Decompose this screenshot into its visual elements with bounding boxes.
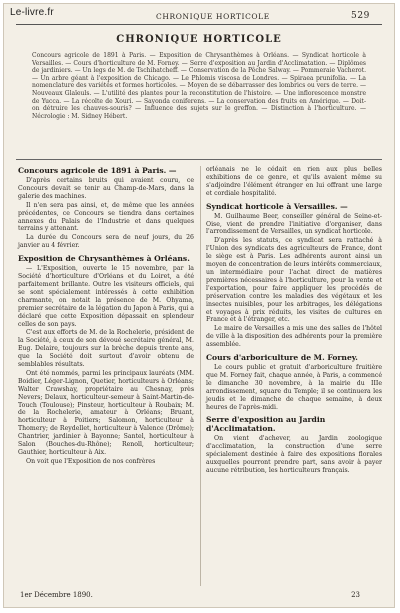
- running-title: CHRONIQUE HORTICOLE: [156, 12, 270, 21]
- section-heading: Syndicat horticole à Versailles. —: [206, 201, 348, 211]
- article-paragraph: C'est aux efforts de M. de la Rochelerie, président de la Société, à ceux de son dévoué secrétaire général, M. Eug. Delaire, toujours sur la brèche depuis trente ans, que la Société doit surtout d'avoir obtenu de semblables résultats.: [18, 329, 194, 369]
- page-number: 529: [351, 11, 370, 21]
- column-divider: [200, 166, 201, 586]
- article-paragraph: Le maire de Versailles a mis une des salles de l'hôtel de ville à la disposition des adhérents pour la première assemblée.: [206, 325, 382, 349]
- magazine-page: [3, 3, 395, 608]
- article-paragraph: D'après les statuts, ce syndicat sera rattaché à l'Union des syndicats des agriculteurs de France, dont le siège est à Paris. Les adhérents auront ainsi un moyen de concentration de leurs intérêts commerciaux, un intermédiaire pour l'achat direct de matières premières nécessaires à l'horticulture, pour la vente et l'exportation, pour faire appliquer les procédés de préservation contre les maladies des végétaux et les insectes nuisibles, pour les arbitrages, les délégations et voyages à prix réduits, les visites de cultures en France et à l'étranger, etc.: [206, 237, 382, 324]
- article-paragraph: Le cours public et gratuit d'arboriculture fruitière que M. Forney fait, chaque année, à Paris, a commencé le dimanche 30 novembre, à la mairie du IIIe arrondissement, square du Temple; il se continuera les jeudis et le dimanche de chaque semaine, à deux heures de l'après-midi.: [206, 364, 382, 411]
- summary-paragraph: Concours agricole de 1891 à Paris. — Exposition de Chrysanthèmes à Orléans. — Syndicat horticole à Versailles. — Cours d'horticulture de M. Forney. — Serre d'exposition au Jardin d'Acclimatation. — Diplômes de jardiniers. — Un legs de M. de Tschihatcheff. — Conservation de la Pêche Salway. — Pommeraie Vacherot. — Un arbre géant à l'exposition de Chicago. — Le Phlomis viscosa de Londres. — Spiraea prunifolia. — La nomenclature des variétés et formes horticoles. — Moyen de se débarrasser des lombrics ou vers de terre. — Nouveaux Glaïeuls. — L'utilité des plantes pour la reconstitution de l'histoire. — Une inflorescence monstre de Yucca. — La récolte de Xouri. — Sayonda coniferens. — La conservation des fruits en Amérique. — Doit-on détruire les chauves-souris? — Influence des sujets sur le greffon. — Distinction à l'horticulture. — Nécrologie : M. Sidney Hébert.: [32, 52, 366, 120]
- section-heading: Serre d'exposition au Jardin d'Acclimatation.: [206, 415, 326, 434]
- section-heading: Concours agricole de 1891 à Paris. —: [18, 166, 177, 175]
- section-heading: Exposition de Chrysanthèmes à Orléans.: [18, 254, 190, 264]
- folio-number: 23: [351, 591, 360, 599]
- article-paragraph: D'après certains bruits qui avaient couru, ce Concours devait se tenir au Champ-de-Mars, dans la galerie des machines.: [18, 177, 194, 200]
- article-paragraph: On vient d'achever, au Jardin zoologique d'acclimatation, la construction d'une serre spécialement destinée à faire des expositions florales auxquelles pourront prendre part, sans avoir à payer aucune rétribution, les horticulteurs français.: [206, 435, 382, 475]
- article-paragraph: — L'Exposition, ouverte le 15 novembre, par la Société d'horticulture d'Orléans et du Loiret, a été parfaitement brillante. Outre les visiteurs officiels, qui se sont spécialement intéressés à cette exhibition charmante, on notait la présence de M. Ohyama, premier secrétaire de la légation du Japon à Paris, qui a déclaré que cette Exposition dépassait en splendeur celles de son pays.: [18, 265, 194, 328]
- section-heading: Cours d'arboriculture de M. Forney.: [206, 353, 358, 363]
- issue-date: 1er Décembre 1890.: [20, 591, 93, 599]
- left-column: [18, 166, 194, 467]
- article-paragraph: Il n'en sera pas ainsi, et, de même que les années précédentes, ce Concours se tiendra dans certaines annexes du Palais de l'Industrie et dans quelques terrains y attenant.: [18, 201, 194, 233]
- article-paragraph: M. Guilhaume Beer, conseiller général de Seine-et-Oise, vient de prendre l'initiative d'organiser, dans l'arrondissement de Versailles, un syndicat horticole.: [206, 212, 382, 236]
- watermark: Le-livre.fr: [10, 7, 54, 18]
- page-title: CHRONIQUE HORTICOLE: [116, 34, 282, 45]
- right-column: [206, 166, 382, 476]
- article-paragraph: Ont été nommés, parmi les principaux lauréats (MM. Boidier, Léger-Lignon, Quetier, horticulteurs à Orléans; Walter Crawshay, propriétaire au Chesnay, près Nevers; Delaux, horticulteur-semeur à Saint-Martin-de-Touch (Toulouse); Pinsteur, horticulteur à Roubaix; M. de la Rochelerie, amateur à Orléans; Bruant, horticulteur à Poitiers; Salomon, horticulteur à Thomery; de Reydellet, horticulteur à Valence (Drôme); Chantrier, jardinier à Bayonne; Santel, horticulteur à Salon (Bouches-du-Rhône); Renoll, horticulteur; Gauthier, horticulteur à Aix.: [18, 369, 194, 456]
- article-paragraph: On voit que l'Exposition de nos confrères: [26, 457, 156, 465]
- page-footer: [16, 591, 382, 603]
- summary-rule: [16, 159, 382, 160]
- article-paragraph: La durée du Concours sera de neuf jours, du 26 janvier au 4 février.: [18, 234, 194, 250]
- running-header: [16, 9, 382, 25]
- article-paragraph: orléanais ne le cédait en rien aux plus belles exhibitions de ce genre, et qu'ils avaient même su s'adjoindre l'élément étranger en lui offrant une large et cordiale hospitalité.: [206, 166, 382, 197]
- header-rule: [16, 24, 382, 25]
